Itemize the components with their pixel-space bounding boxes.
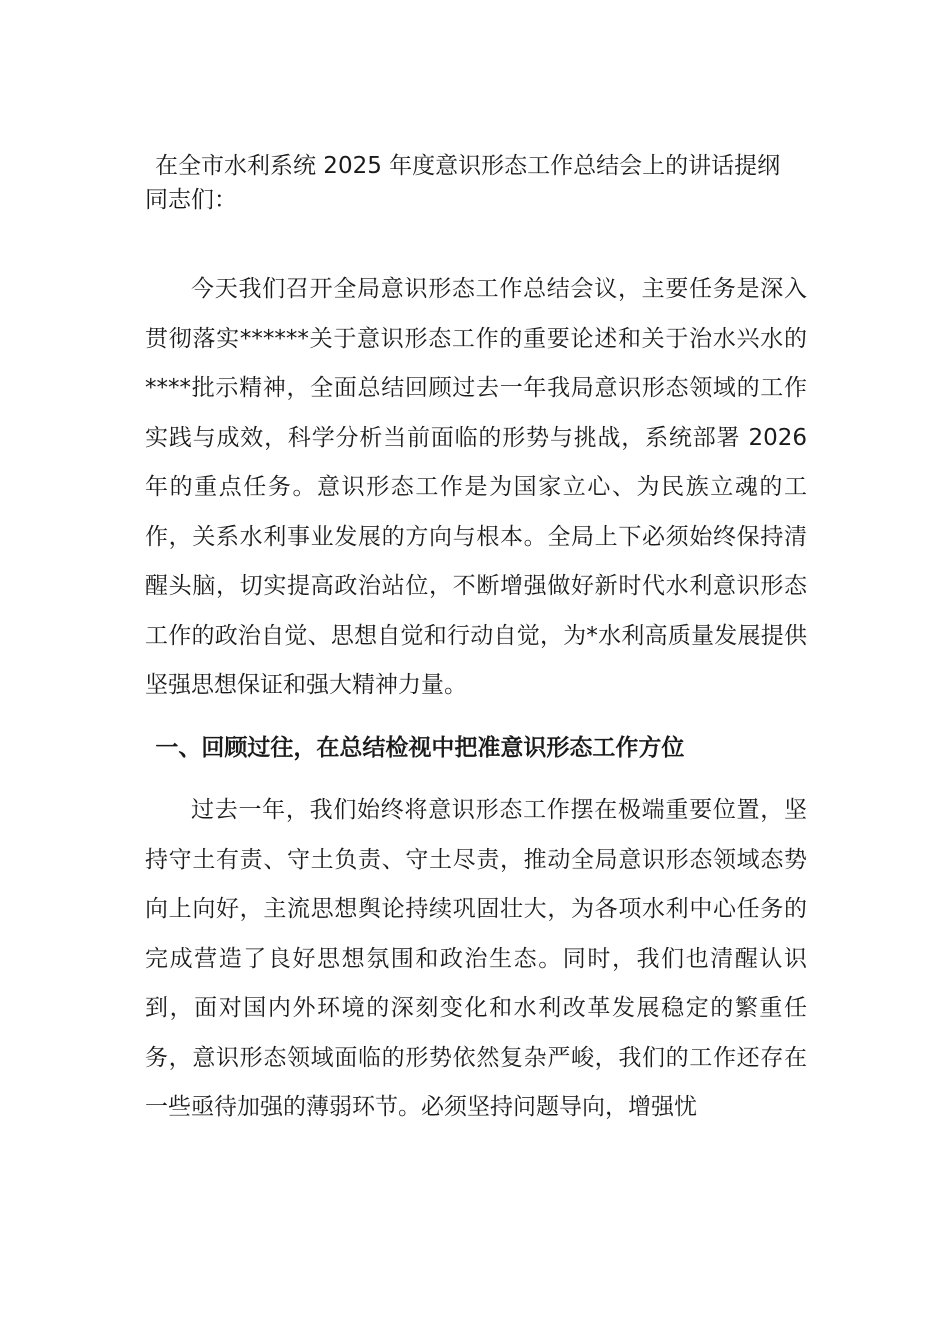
document-title: 在全市水利系统 2025 年度意识形态工作总结会上的讲话提纲 xyxy=(155,153,781,179)
salutation: 同志们： xyxy=(145,187,237,213)
section-heading-1: 一、回顾过往，在总结检视中把准意识形态工作方位 xyxy=(155,735,685,761)
intro-paragraph: 今天我们召开全局意识形态工作总结会议，主要任务是深入贯彻落实******关于意识形态工作的重要论述和关于治水兴水的****批示精神，全面总结回顾过去一年我局意识形态领域的工作实践与成效，科学分析当前面临的形势与挑战，系统部署 2026 年的重点任务。意识形态工作是为国家立心、为民族立魂的工作，关系水利事业发展的方向与根本。全局上下必须始终保持清醒头脑，切实提高政治站位，不断增强做好新时代水利意识形态工作的政治自觉、思想自觉和行动自觉，为*水利高质量发展提供坚强思想保证和强大精神力量。 xyxy=(145,276,807,698)
section-1-paragraph: 过去一年，我们始终将意识形态工作摆在极端重要位置，坚持守土有责、守土负责、守土尽责，推动全局意识形态领域态势向上向好，主流思想舆论持续巩固壮大，为各项水利中心任务的完成营造了良好思想氛围和政治生态。同时，我们也清醒认识到，面对国内外环境的深刻变化和水利改革发展稳定的繁重任务，意识形态领域面临的形势依然复杂严峻，我们的工作还存在一些亟待加强的薄弱环节。必须坚持问题导向，增强忧 xyxy=(145,797,807,1120)
